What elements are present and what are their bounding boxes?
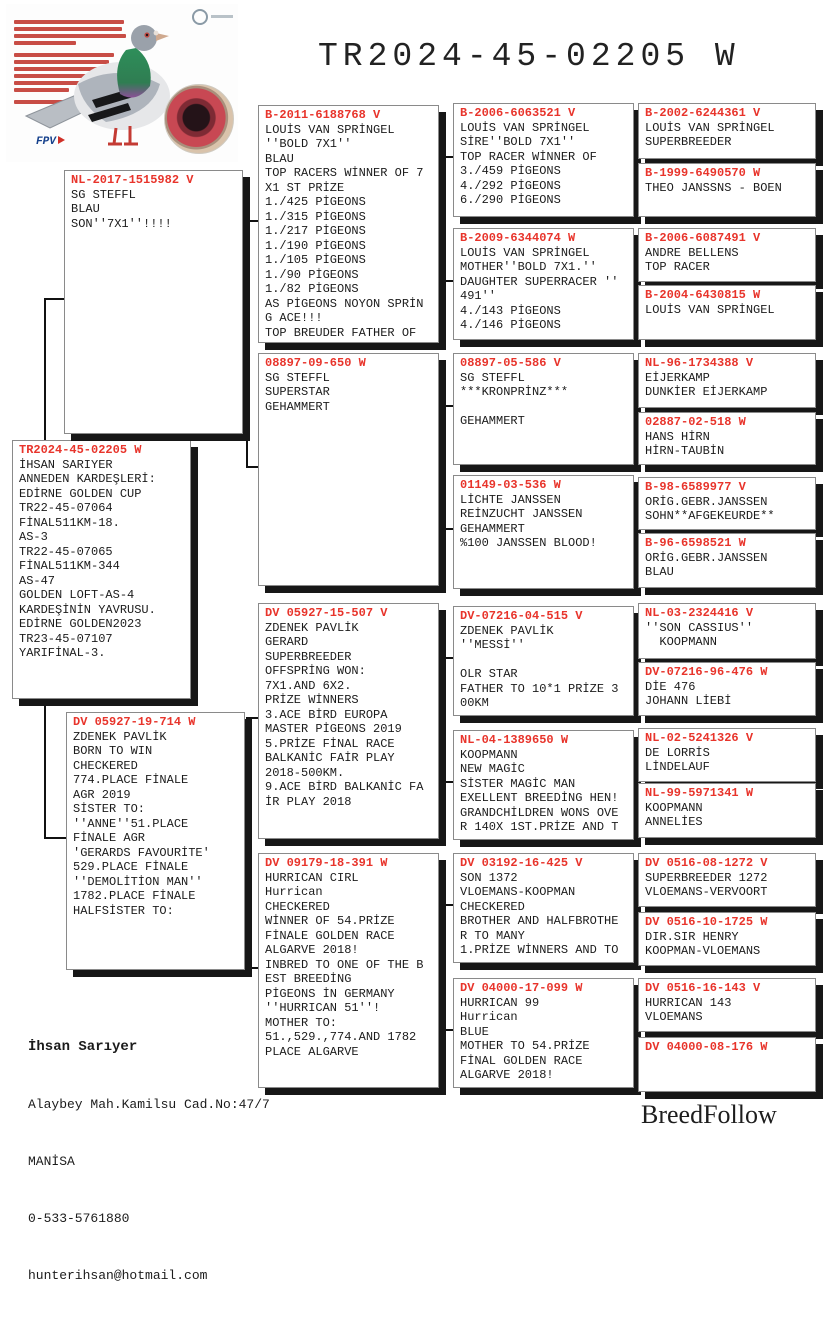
pedigree-box-subject <box>12 440 191 699</box>
pedigree-text-line: GOLDEN LOFT-AS-4 <box>19 588 135 602</box>
ring-number: DV 05927-15-507 V <box>265 606 388 620</box>
connector-line <box>441 657 453 659</box>
connector-line <box>441 657 443 783</box>
pedigree-text-line: NEW MAGİC <box>460 762 525 776</box>
pedigree-text-line: ZDENEK PAVLİK <box>73 729 167 744</box>
pedigree-text-line: HANS HİRN <box>645 429 710 444</box>
pedigree-text-line: LOUİS VAN SPRİNGEL <box>645 302 775 317</box>
pedigree-box-ff <box>258 105 439 343</box>
ring-number: DV 0516-08-1272 V <box>645 856 768 870</box>
pedigree-text-line: SUPERBREEDER 1272 <box>645 870 768 885</box>
pedigree-text-line: VLOEMANS-VERVOORT <box>645 885 768 899</box>
pedigree-text-line: ANDRE BELLENS <box>645 245 739 260</box>
connector-line <box>246 220 258 222</box>
pedigree-box-fmff <box>638 353 816 408</box>
pedigree-text-line: AS-3 <box>19 530 48 544</box>
pedigree-text-line: LOUİS VAN SPRİNGEL <box>265 122 395 137</box>
pedigree-text-line: PRİZE WİNNERS <box>265 693 359 707</box>
ring-number: DV-07216-04-515 V <box>460 609 583 623</box>
connector-line <box>441 405 453 407</box>
pedigree-box-mfff <box>638 603 816 659</box>
pedigree-text-line: CHECKERED <box>73 758 138 773</box>
pedigree-text-line: DIR.SIR HENRY <box>645 929 739 944</box>
pedigree-text-line: SUPERBREEDER <box>265 649 352 664</box>
contact-address: Alaybey Mah.Kamilsu Cad.No:47/7 <box>28 1097 270 1112</box>
pedigree-text-line: HURRICAN 143 <box>645 995 732 1010</box>
pedigree-text-line: BORN TO WIN <box>73 744 153 758</box>
pedigree-text-line: BLAU <box>645 565 674 579</box>
pedigree-text-line: X1 ST PRİZE <box>265 180 345 195</box>
ring-number: NL-96-1734388 V <box>645 356 754 370</box>
pedigree-text-line: TOP RACER WİNNER OF <box>460 149 597 164</box>
pedigree-text-line: 1./82 PİGEONS <box>265 282 359 296</box>
pedigree-text-line: TOP RACER <box>645 260 710 274</box>
pedigree-text-line: MOTHER TO: <box>265 1015 338 1030</box>
pedigree-text-line: 1.PRİZE WİNNERS AND TO <box>460 943 619 957</box>
connector-line <box>44 837 66 839</box>
pedigree-text-line: KOOPMAN-VLOEMANS <box>645 944 761 958</box>
pedigree-text-line: KARDEŞİNİN YAVRUSU. <box>19 602 156 617</box>
pedigree-text-line: 4./143 PİGEONS <box>460 303 561 318</box>
page-title: TR2024-45-02205 W <box>318 38 740 75</box>
ring-number: NL-2017-1515982 V <box>71 173 194 187</box>
connector-line <box>246 717 258 719</box>
contact-name: İhsan Sarıyer <box>28 1039 138 1055</box>
contact-city: MANİSA <box>28 1154 75 1169</box>
pedigree-text-line: G ACE!!! <box>265 311 323 325</box>
pedigree-text-line: 6./290 PİGEONS <box>460 193 561 207</box>
pedigree-text-line: HALFSİSTER TO: <box>73 903 174 918</box>
pedigree-text-line: AS PİGEONS NOYON SPRİN <box>265 296 424 311</box>
pedigree-text-line: LOUİS VAN SPRİNGEL <box>460 245 590 260</box>
pedigree-text-line: FİNAL511KM-18. <box>19 515 120 530</box>
pedigree-text-line: ''SON CASSIUS'' <box>645 620 754 635</box>
ring-number: TR2024-45-02205 W <box>19 443 142 457</box>
pedigree-box-fm <box>258 353 439 586</box>
pedigree-text-line: Hurrican <box>460 1010 518 1024</box>
pedigree-text-line: WİNNER OF 54.PRİZE <box>265 914 395 928</box>
ring-number: DV 04000-08-176 W <box>645 1040 768 1054</box>
pedigree-box-mother <box>66 712 245 970</box>
ring-number: DV 09179-18-391 W <box>265 856 388 870</box>
pedigree-box-mmfm <box>638 912 816 966</box>
pedigree-text-line: KOOPMANN <box>460 747 518 762</box>
pedigree-text-line: EİJERKAMP <box>645 370 710 385</box>
pedigree-text-line: R TO MANY <box>460 928 525 943</box>
pedigree-box-mff <box>453 606 634 716</box>
connector-line <box>441 528 453 530</box>
pedigree-text-line: YARIFİNAL-3. <box>19 646 106 660</box>
ring-number: NL-03-2324416 V <box>645 606 754 620</box>
pedigree-text-line: 1782.PLACE FİNALE <box>73 889 196 903</box>
pedigree-text-line: 1./425 PİGEONS <box>265 195 366 209</box>
pedigree-text-line: ZDENEK PAVLİK <box>265 620 359 635</box>
contact-email: hunterihsan@hotmail.com <box>28 1268 208 1283</box>
pedigree-text-line: BALKANİC FAİR PLAY <box>265 751 395 765</box>
pedigree-text-line: 9.ACE BİRD BALKANİC FA <box>265 780 424 794</box>
pedigree-box-fmmm <box>638 533 816 588</box>
ring-number: B-2006-6087491 V <box>645 231 761 245</box>
ring-number: 02887-02-518 W <box>645 415 746 429</box>
pedigree-text-line: 2018-500KM. <box>265 765 345 780</box>
connector-line <box>246 967 258 969</box>
brand-logo-text: BreedFollow <box>641 1100 777 1129</box>
pedigree-text-line: LOUİS VAN SPRİNGEL <box>460 120 590 135</box>
pedigree-text-line: GERARD <box>265 635 309 649</box>
connector-line <box>441 1029 453 1031</box>
pedigree-text-line: JOHANN LİEBİ <box>645 694 732 708</box>
ring-number: B-2002-6244361 V <box>645 106 761 120</box>
pedigree-text-line: 7X1.AND 6X2. <box>265 678 352 693</box>
pedigree-box-mf <box>258 603 439 839</box>
pedigree-box-mmff <box>638 853 816 907</box>
pedigree-text-line: 774.PLACE FİNALE <box>73 773 189 787</box>
pigeon-photo <box>6 4 238 162</box>
pedigree-text-line: SG STEFFL <box>265 370 330 385</box>
pedigree-box-ffm <box>453 228 634 340</box>
pedigree-text-line: İR PLAY 2018 <box>265 794 352 809</box>
ring-number: B-96-6598521 W <box>645 536 746 550</box>
connector-line <box>246 466 258 468</box>
pedigree-text-line: 4./292 PİGEONS <box>460 178 561 193</box>
ring-number: 08897-09-650 W <box>265 356 366 370</box>
pedigree-text-line: ''HURRICAN 51''! <box>265 1001 381 1015</box>
pedigree-text-line: ''ANNE''51.PLACE <box>73 816 189 831</box>
pedigree-text-line: VLOEMANS-KOOPMAN <box>460 885 576 899</box>
pedigree-text-line: 4./146 PİGEONS <box>460 318 561 332</box>
pedigree-box-fmmf <box>638 477 816 530</box>
ring-number: DV 04000-17-099 W <box>460 981 583 995</box>
pedigree-text-line: R 140X 1ST.PRİZE AND T <box>460 820 619 834</box>
pedigree-text-line: FİNALE GOLDEN RACE <box>265 928 395 943</box>
pedigree-text-line: SİSTER TO: <box>73 802 146 816</box>
connector-line <box>441 156 453 158</box>
pedigree-text-line: DAUGHTER SUPERRACER '' <box>460 274 619 289</box>
pedigree-text-line: 491'' <box>460 289 497 303</box>
ring-number: NL-02-5241326 V <box>645 731 754 745</box>
pedigree-text-line: MOTHER''BOLD 7X1.'' <box>460 260 597 274</box>
pedigree-text-line: BLAU <box>71 202 100 216</box>
pedigree-text-line: LİCHTE JANSSEN <box>460 492 561 507</box>
pedigree-box-mmm <box>453 978 634 1088</box>
fpv-logo: FPV <box>36 136 65 148</box>
connector-line <box>441 280 453 282</box>
pedigree-text-line: TR23-45-07107 <box>19 631 113 646</box>
pedigree-text-line: HURRICAN CIRL <box>265 870 359 885</box>
connector-line <box>44 298 64 300</box>
pedigree-box-ffmm <box>638 285 816 340</box>
pedigree-box-mffm <box>638 662 816 716</box>
pedigree-box-ffff <box>638 103 816 159</box>
pedigree-text-line: ALGARVE 2018! <box>265 943 359 957</box>
connector-line <box>441 904 443 1031</box>
ring-number: DV-07216-96-476 W <box>645 665 768 679</box>
pedigree-text-line: İHSAN SARIYER <box>19 457 113 472</box>
pedigree-text-line: %100 JANSSEN BLOOD! <box>460 536 597 550</box>
pedigree-text-line: LOUİS VAN SPRİNGEL <box>645 120 775 135</box>
pedigree-text-line: FATHER TO 10*1 PRİZE 3 <box>460 681 619 696</box>
connector-line <box>246 717 248 969</box>
pedigree-text-line: 1./315 PİGEONS <box>265 209 366 224</box>
pedigree-text-line: ORİG.GEBR.JANSSEN <box>645 494 768 509</box>
pedigree-text-line: SUPERSTAR <box>265 385 330 399</box>
ring-number: B-1999-6490570 W <box>645 166 761 180</box>
pedigree-text-line: FİNAL GOLDEN RACE <box>460 1053 583 1068</box>
pedigree-box-fmfm <box>638 412 816 465</box>
pedigree-text-line: SG STEFFL <box>71 187 136 202</box>
pedigree-text-line: GEHAMMERT <box>460 414 525 428</box>
pedigree-text-line: 1./217 PİGEONS <box>265 224 366 238</box>
pedigree-box-mfm <box>453 730 634 840</box>
pedigree-text-line: SUPERBREEDER <box>645 135 732 149</box>
pedigree-text-line: BLUE <box>460 1024 489 1039</box>
pedigree-text-line: MASTER PİGEONS 2019 <box>265 722 402 736</box>
pedigree-box-mmf <box>453 853 634 963</box>
pedigree-text-line: PLACE ALGARVE <box>265 1044 359 1059</box>
pedigree-text-line: 'GERARDS FAVOURİTE' <box>73 845 210 860</box>
pedigree-box-mm <box>258 853 439 1088</box>
pedigree-text-line: SİSTER MAGİC MAN <box>460 776 576 791</box>
pedigree-text-line: ALGARVE 2018! <box>460 1068 554 1082</box>
pedigree-text-line: AS-47 <box>19 573 56 588</box>
pedigree-text-line: DİE 476 <box>645 679 696 694</box>
pedigree-text-line: 5.PRİZE FİNAL RACE <box>265 736 395 751</box>
connector-line <box>441 156 443 282</box>
pedigree-text-line: TR22-45-07065 <box>19 544 113 559</box>
pedigree-text-line: 00KM <box>460 696 489 710</box>
pedigree-text-line: MOTHER TO 54.PRİZE <box>460 1039 590 1053</box>
ring-number: B-2006-6063521 V <box>460 106 576 120</box>
ring-number: NL-99-5971341 W <box>645 786 754 800</box>
pedigree-text-line <box>460 653 630 668</box>
pedigree-text-line: SON 1372 <box>460 870 518 885</box>
pedigree-text-line: ''MESSİ'' <box>460 638 525 652</box>
pedigree-text-line: BLAU <box>265 151 294 166</box>
pedigree-text-line: HİRN-TAUBİN <box>645 444 725 458</box>
pedigree-text-line: EDİRNE GOLDEN CUP <box>19 486 142 501</box>
pedigree-box-mmmm <box>638 1037 816 1092</box>
pedigree-text-line: TOP BREUDER FATHER OF <box>265 325 417 340</box>
pedigree-text-line: DE LORRİS <box>645 745 710 760</box>
ring-number: B-2009-6344074 W <box>460 231 576 245</box>
connector-line <box>441 781 453 783</box>
pedigree-text-line: GRANDCHİLDREN WONS OVE <box>460 805 619 820</box>
pedigree-text-line: CHECKERED <box>460 899 525 914</box>
pedigree-box-ffmf <box>638 228 816 282</box>
pedigree-box-mmmf <box>638 978 816 1032</box>
pedigree-text-line: ''DEMOLİTİON MAN'' <box>73 874 203 889</box>
ring-number: NL-04-1389650 W <box>460 733 569 747</box>
pedigree-box-fffm <box>638 163 816 217</box>
ring-number: 08897-05-586 V <box>460 356 561 370</box>
pedigree-box-fff <box>453 103 634 217</box>
pedigree-text-line: REİNZUCHT JANSSEN <box>460 507 583 521</box>
connector-line <box>441 405 443 530</box>
pedigree-text-line: EXELLENT BREEDİNG HEN! <box>460 791 619 805</box>
pedigree-text-line: 529.PLACE FİNALE <box>73 860 189 874</box>
pedigree-text-line: THEO JANSSNS - BOEN <box>645 180 782 195</box>
pedigree-box-father <box>64 170 243 434</box>
contact-phone: 0-533-5761880 <box>28 1211 130 1226</box>
pigeon-eye-close-up <box>164 84 234 154</box>
pedigree-text-line: FİNAL511KM-344 <box>19 559 120 573</box>
pedigree-text-line: ANNELİES <box>645 815 703 829</box>
pedigree-text-line: ZDENEK PAVLİK <box>460 623 554 638</box>
contact-block <box>28 1000 270 1323</box>
connector-line <box>441 904 453 906</box>
pedigree-text-line: 3./459 PİGEONS <box>460 164 561 178</box>
pedigree-text-line: SON''7X1''!!!! <box>71 216 172 231</box>
pedigree-text-line: AGR 2019 <box>73 787 131 802</box>
pedigree-text-line: ANNEDEN KARDEŞLERİ: <box>19 472 156 486</box>
pedigree-text-line: KOOPMANN <box>645 635 718 649</box>
pedigree-text-line: DUNKİER EİJERKAMP <box>645 385 768 399</box>
pedigree-text-line: OFFSPRİNG WON: <box>265 664 366 678</box>
pedigree-text-line: OLR STAR <box>460 667 518 681</box>
pedigree-text-line: ORİG.GEBR.JANSSEN <box>645 550 768 565</box>
pedigree-text-line: TOP RACERS WİNNER OF 7 <box>265 166 424 180</box>
ring-number: DV 0516-10-1725 W <box>645 915 768 929</box>
pedigree-text-line: INBRED TO ONE OF THE B <box>265 957 424 972</box>
pedigree-text-line: ''BOLD 7X1'' <box>265 137 352 151</box>
pedigree-text-line: EDİRNE GOLDEN2023 <box>19 617 142 631</box>
pedigree-box-mfmf <box>638 728 816 782</box>
pedigree-text-line: Hurrican <box>265 885 323 899</box>
pedigree-text-line: SİRE''BOLD 7X1'' <box>460 135 576 149</box>
pedigree-text-line: 1./105 PİGEONS <box>265 253 366 267</box>
pedigree-text-line: 3.ACE BİRD EUROPA <box>265 707 388 722</box>
pedigree-text-line: GEHAMMERT <box>265 399 330 414</box>
pedigree-text-line: ***KRONPRİNZ*** <box>460 385 569 399</box>
ring-number: 01149-03-536 W <box>460 478 561 492</box>
pedigree-text-line: KOOPMANN <box>645 800 703 815</box>
pedigree-text-line: HURRICAN 99 <box>460 995 540 1010</box>
pedigree-box-fmm <box>453 475 634 589</box>
ring-number: DV 0516-16-143 V <box>645 981 761 995</box>
pedigree-text-line: EST BREEDİNG <box>265 972 352 986</box>
connector-line <box>246 220 248 468</box>
ring-number: B-98-6589977 V <box>645 480 746 494</box>
pedigree-text-line: BROTHER AND HALFBROTHE <box>460 914 619 928</box>
ring-number: B-2011-6188768 V <box>265 108 381 122</box>
ring-number: DV 03192-16-425 V <box>460 856 583 870</box>
pedigree-text-line: LİNDELAUF <box>645 760 710 774</box>
pedigree-text-line: SOHN**AFGEKEURDE** <box>645 509 775 523</box>
pedigree-text-line: 1./190 PİGEONS <box>265 238 366 253</box>
pedigree-box-fmf <box>453 353 634 465</box>
pedigree-text-line: GEHAMMERT <box>460 521 525 536</box>
pedigree-text-line: VLOEMANS <box>645 1010 703 1024</box>
pedigree-text-line: PİGEONS İN GERMANY <box>265 986 395 1001</box>
pedigree-text-line: 1./90 PİGEONS <box>265 267 359 282</box>
pedigree-text-line <box>460 400 630 415</box>
pedigree-text-line: FİNALE AGR <box>73 831 146 845</box>
pedigree-text-line: 51.,529.,774.AND 1782 <box>265 1030 417 1044</box>
pedigree-text-line: TR22-45-07064 <box>19 501 113 515</box>
pedigree-text-line: CHECKERED <box>265 899 330 914</box>
ring-number: DV 05927-19-714 W <box>73 715 196 729</box>
pedigree-text-line: SG STEFFL <box>460 370 525 385</box>
ring-number: B-2004-6430815 W <box>645 288 761 302</box>
pedigree-box-mfmm <box>638 783 816 838</box>
